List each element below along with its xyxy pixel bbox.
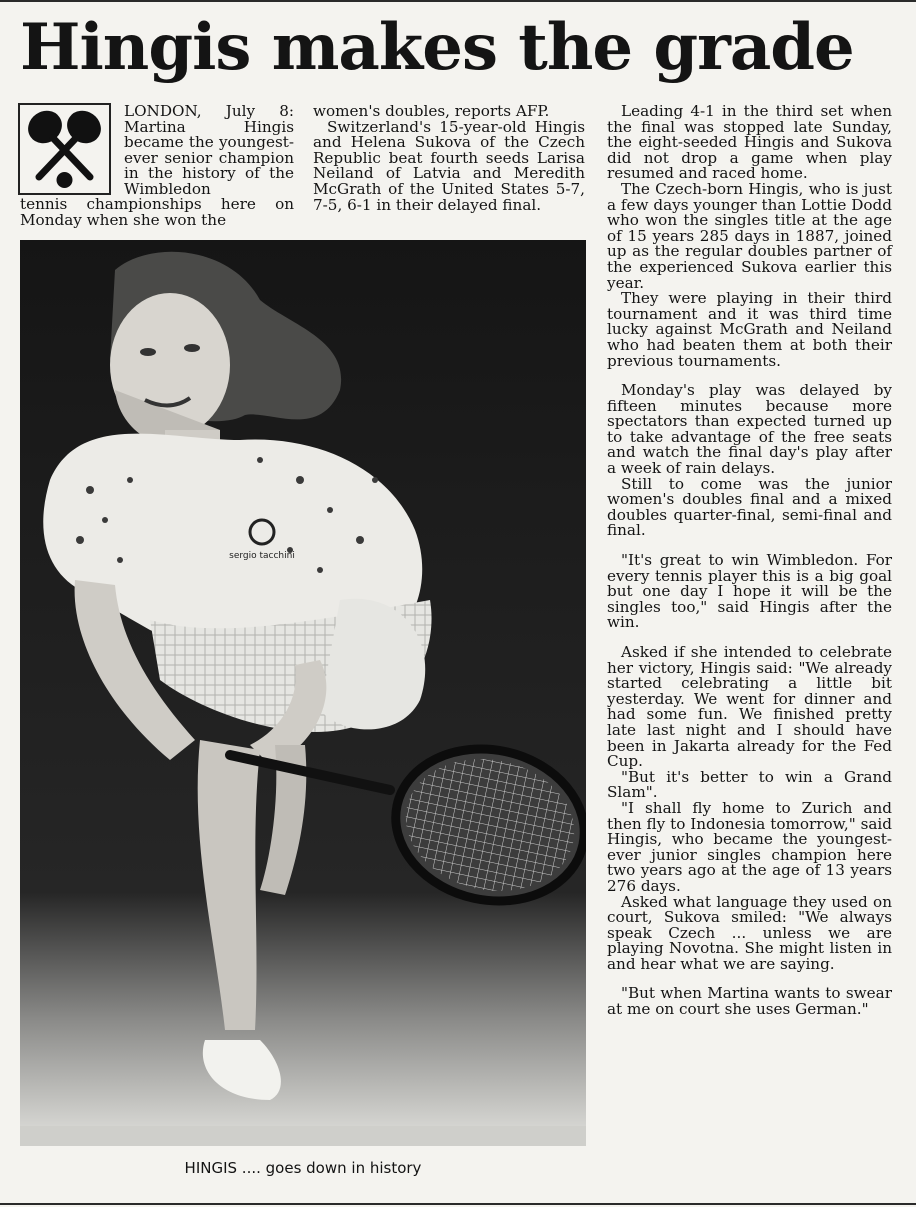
column-2 bbox=[313, 104, 585, 213]
paragraph: Asked what language they used on court, Sukova smiled: "We always speak Czech ... unless we are playing Novotna. She might listen in and hear what we are saying. bbox=[607, 892, 892, 973]
paragraph: Switzerland's 15-year-old Hingis and Helena Sukova of the Czech Republic beat fourth seeds Larisa Neiland of Latvia and Meredith McGrath of the United States 5-7, 7-5, 6-1 in their delayed final. bbox=[313, 117, 585, 214]
lead-paragraph-part-1: LONDON, July 8: Martina Hingis became the youngest-ever senior champion in the history of the Wimbledon bbox=[124, 102, 294, 198]
paragraph: "But it's better to win a Grand Slam". bbox=[607, 767, 892, 802]
paragraph: Leading 4-1 in the third set when the final was stopped late Sunday, the eight-seeded Hingis and Sukova did not drop a game when play resumed and raced home. bbox=[607, 102, 892, 183]
top-rule bbox=[0, 0, 916, 2]
tennis-player-photo bbox=[20, 240, 586, 1146]
bottom-rule bbox=[0, 1203, 916, 1205]
lead-paragraph-part-2: tennis championships here on Monday when she won the bbox=[20, 195, 294, 229]
photo-caption: HINGIS .... goes down in history bbox=[184, 1159, 422, 1177]
paragraph: women's doubles, reports AFP. bbox=[313, 102, 550, 120]
shirt-logo-text: sergio tacchini bbox=[229, 551, 295, 561]
paragraph: "I shall fly home to Zurich and then fly to Indonesia tomorrow," said Hingis, who became the youngest-ever junior singles champion here two years ago at the age of 13 years 276 days. bbox=[607, 798, 892, 895]
paragraph: The Czech-born Hingis, who is just a few days younger than Lottie Dodd who won the singles title at the age of 15 years 285 days in 1887, joined up as the regular doubles partner of the experienced Sukova earlier this year. bbox=[607, 179, 892, 292]
paragraph: They were playing in their third tournament and it was third time lucky against McGrath and Neiland who had beaten them at both their previous tournaments. bbox=[607, 289, 892, 370]
paragraph: "But when Martina wants to swear at me on court she uses German." bbox=[607, 984, 892, 1019]
headline: Hingis makes the grade bbox=[20, 10, 854, 85]
paragraph: "It's great to win Wimbledon. For every tennis player this is a big goal but one day I hope it will be the singles too," said Hingis after the win. bbox=[607, 551, 892, 632]
paragraph: Asked if she intended to celebrate her victory, Hingis said: "We already started celebrating a little bit yesterday. We went for dinner and had some fun. We finished pretty late last night and I should have been in Jakarta already for the Fed Cup. bbox=[607, 643, 892, 771]
column-1-top bbox=[124, 104, 294, 198]
crossed-tennis-rackets-icon bbox=[18, 103, 111, 195]
paragraph: Still to come was the junior women's doubles final and a mixed doubles quarter-final, semi-final and final. bbox=[607, 474, 892, 540]
paragraph: Monday's play was delayed by fifteen minutes because more spectators than expected turned up to take advantage of the free seats and watch the final day's play after a week of rain delays. bbox=[607, 381, 892, 478]
column-1-bottom bbox=[20, 197, 294, 228]
column-3 bbox=[607, 104, 892, 1018]
